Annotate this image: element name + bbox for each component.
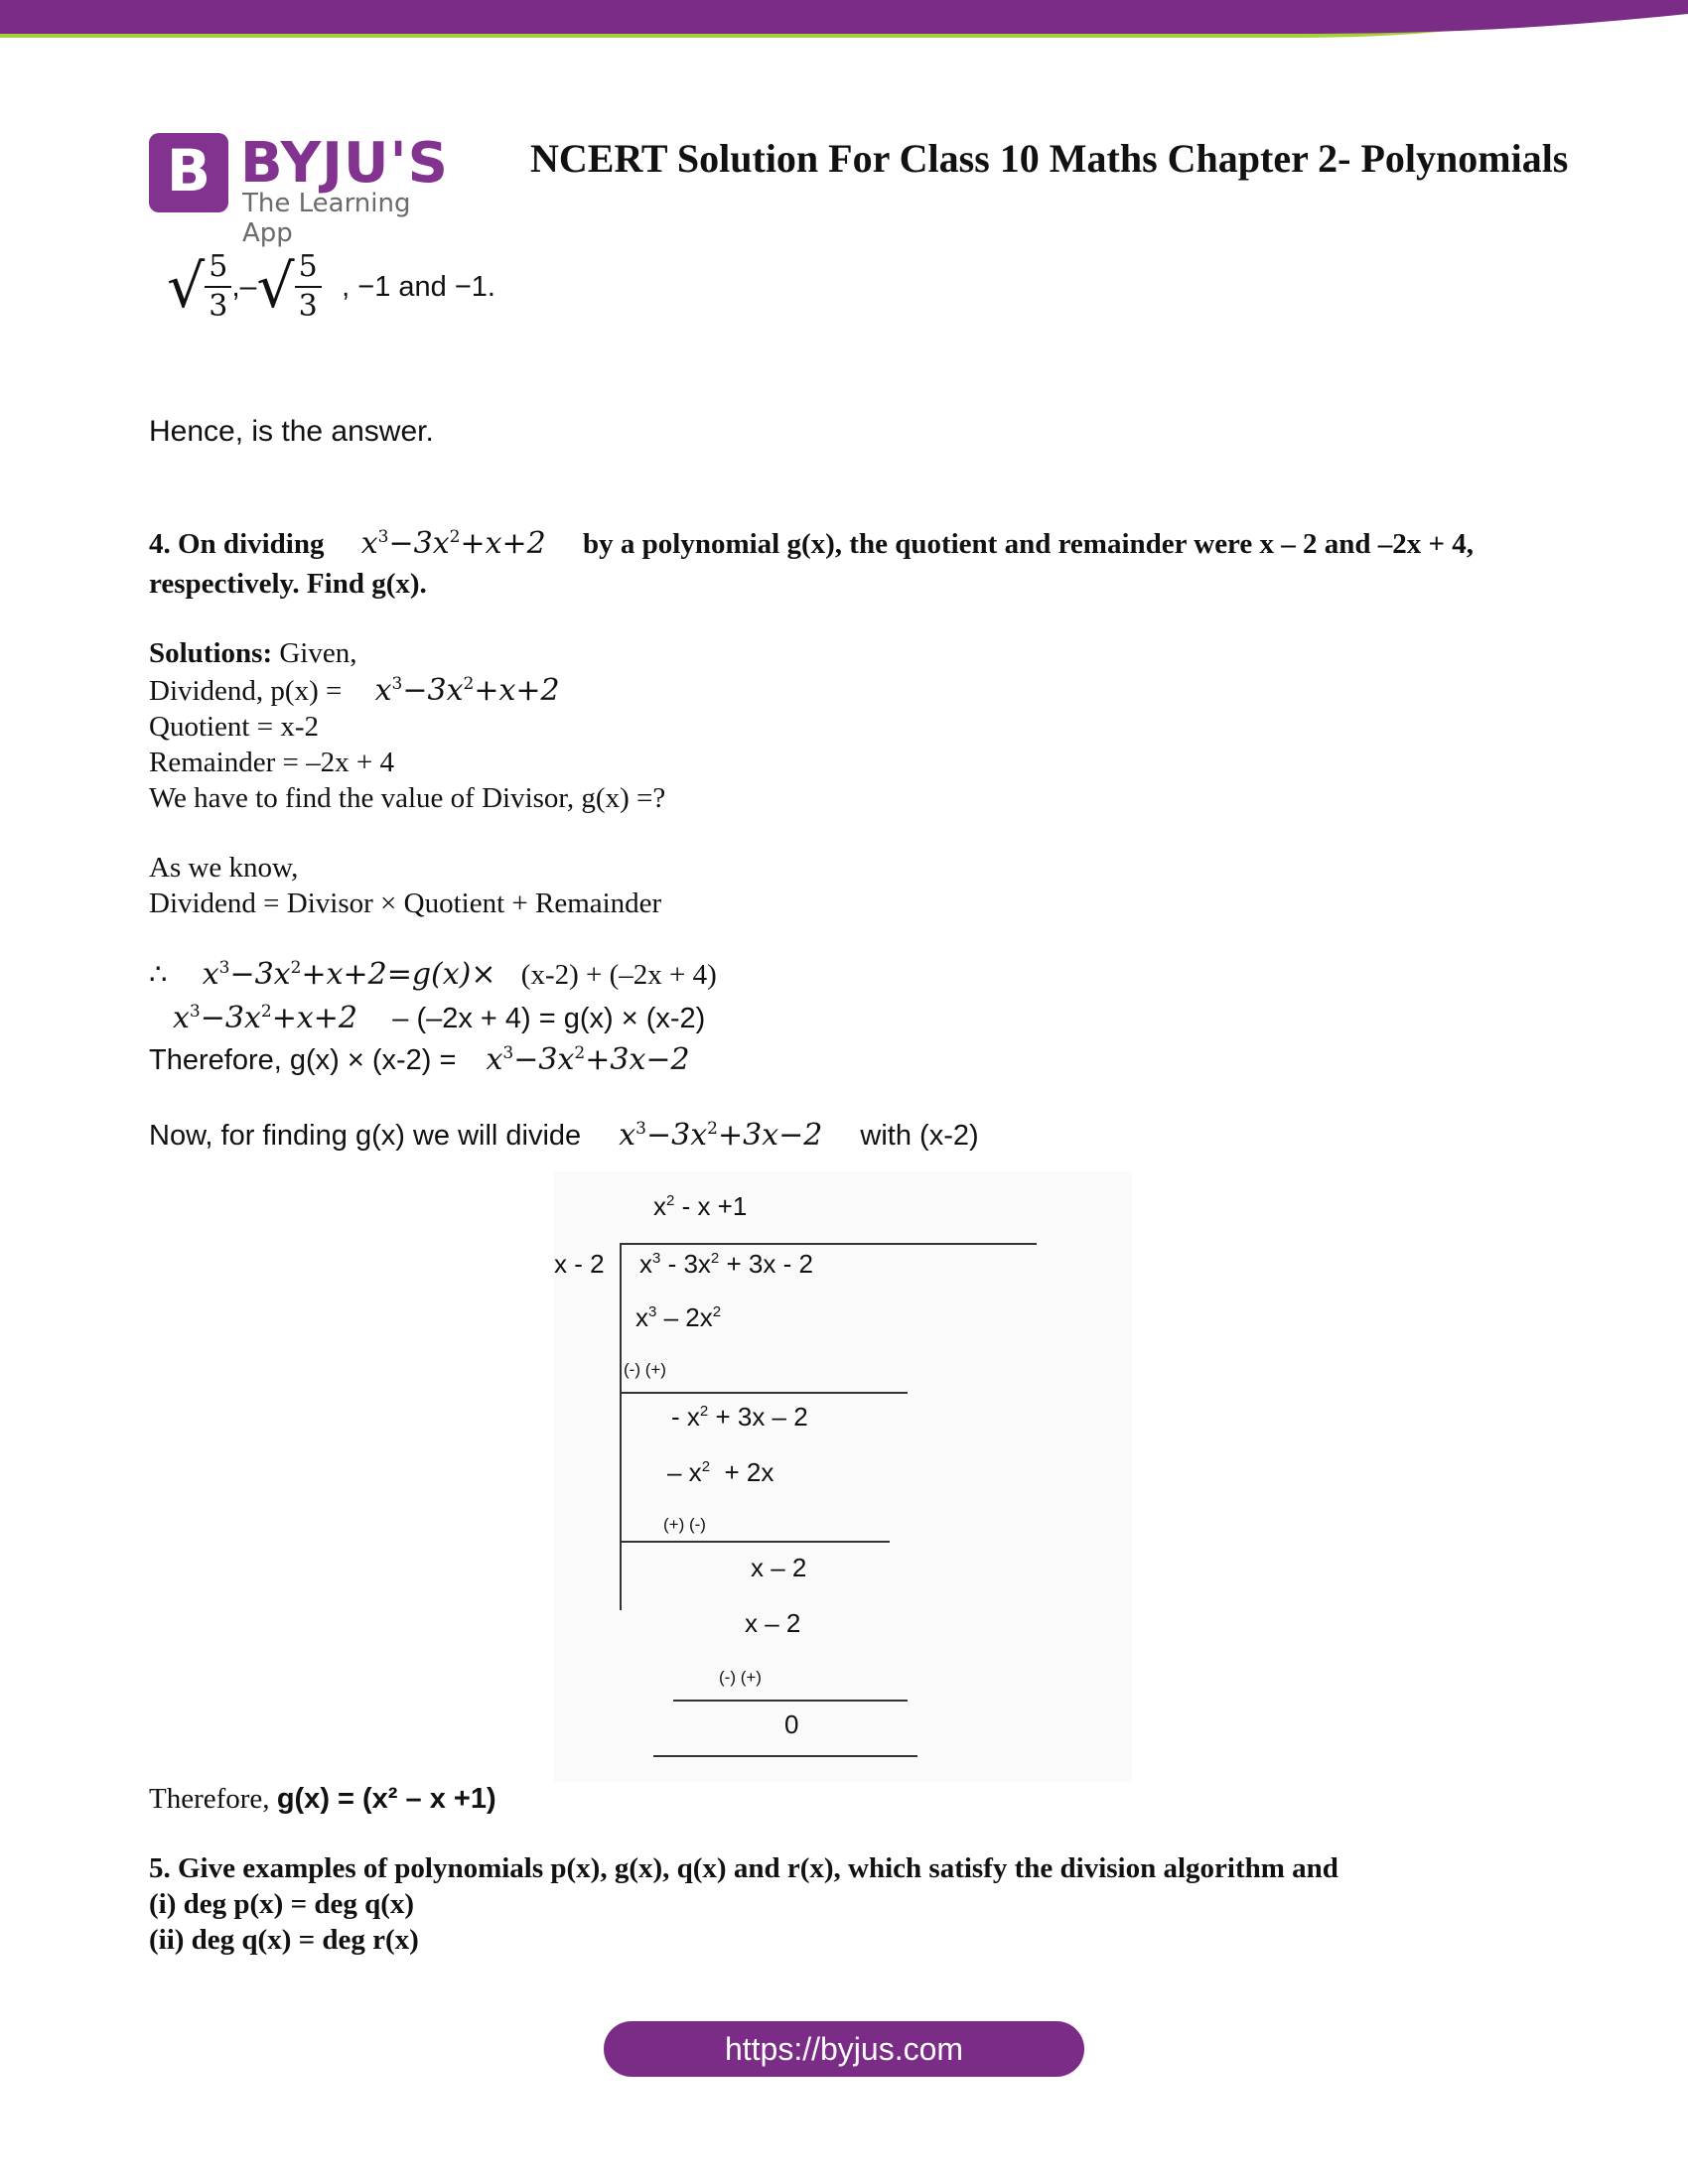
division-step-3: x – 2 (745, 1608, 801, 1638)
final-answer-line: Therefore, g(x) = (x² – x +1) (149, 1783, 496, 1815)
zeros-expression: √ $\frac{5}{3}$ ,–√ $\frac{5}{3}$ , −1 and −1. (167, 249, 495, 324)
byjus-logo (149, 131, 457, 248)
division-remainder-1: - $x^2 + 3x - 2$ (671, 1402, 808, 1432)
final-answer: g(x) = (x² – x +1) (276, 1783, 496, 1815)
dividend-expression: $x^3-3x^2+x+2$ (374, 673, 560, 708)
division-remainder-2: x – 2 (751, 1553, 807, 1582)
division-divisor: x - 2 (554, 1249, 605, 1279)
question-5-line2: (i) deg p(x) = deg q(x) (149, 1888, 415, 1920)
logo-icon: B (149, 133, 228, 212)
division-dividend: $x^3 - 3x^2 + 3x - 2$ (639, 1249, 813, 1279)
division-bracket (620, 1243, 622, 1610)
as-we-know: As we know, (149, 852, 299, 884)
footer-url-link[interactable] (604, 2021, 1084, 2077)
division-rule-1 (620, 1392, 908, 1394)
fraction: $\frac{5}{3}$ (295, 248, 322, 326)
division-top-bar (620, 1243, 1037, 1245)
division-signs-3: (-) (+) (719, 1668, 762, 1687)
top-banner (0, 0, 1688, 62)
hence-line: Hence, is the answer. (149, 415, 434, 448)
division-relation: Dividend = Divisor × Quotient + Remainder (149, 887, 662, 919)
division-signs-1: (-) (+) (624, 1360, 666, 1379)
zeros-rest: , −1 and −1. (342, 270, 495, 303)
solution-heading: Solutions: Given, (149, 637, 357, 669)
dividend-line: Dividend, $p(x) = x^3-3x^2+x+2$ (149, 673, 560, 708)
footer-url: https://byjus.com (724, 2031, 964, 2067)
division-step-2: – $x^2 + 2x$ (667, 1457, 774, 1487)
divide-instruction: Now, for finding g(x) we will divide $x^3-3x^2+3x-2$ with (x-2) (149, 1118, 979, 1153)
equation-1: ∴ $x^3-3x^2+x+2=g(x)\times (x-2) + (-2x + 4)$ (149, 957, 717, 992)
division-rule-3 (673, 1700, 908, 1702)
question-4-line2: respectively. Find g(x). (149, 568, 427, 600)
question-5-line1: 5. Give examples of polynomials p(x), g(x), q(x) and r(x), which satisfy the division algorithm and (149, 1852, 1338, 1884)
logo-tagline: The Learning App (242, 189, 411, 248)
equation-2: $x^3-3x^2+x+2 - (-2x + 4) = g(x) \times (x-2)$ (173, 1001, 706, 1035)
division-signs-2: (+) (-) (663, 1515, 706, 1534)
division-rule-2 (620, 1541, 890, 1543)
logo-brand: BYJU'S (240, 131, 449, 196)
dividend-expression: $x^3-3x^2+x+2$ (360, 526, 546, 561)
root-sign: √ (256, 252, 295, 322)
question-4-line1 (149, 526, 1474, 561)
equation-3: Therefore, $g(x) \times (x-2) = x^3-3x^2+3x-2$ (149, 1042, 690, 1077)
root-sign: √ (167, 252, 206, 322)
fraction: $\frac{5}{3}$ (205, 248, 231, 326)
q4-label: 4. On dividing (149, 528, 325, 560)
quotient-line: Quotient = x-2 (149, 711, 319, 743)
division-step-1: $x^3 - 2x^2$ (635, 1302, 722, 1332)
q4-mid: by a polynomial g(x), the quotient and remainder were x – 2 and –2x + 4, (583, 528, 1475, 560)
long-division-figure (554, 1171, 1132, 1782)
division-quotient: $x^2 - x +1$ (653, 1191, 748, 1221)
question-5-line3: (ii) deg q(x) = deg r(x) (149, 1924, 419, 1956)
find-line: We have to find the value of Divisor, g(x) =? (149, 782, 666, 814)
page-title: NCERT Solution For Class 10 Maths Chapter 2- Polynomials (530, 136, 1569, 181)
division-rule-4 (653, 1755, 917, 1757)
remainder-line: Remainder = –2x + 4 (149, 747, 394, 778)
division-final-remainder: 0 (784, 1709, 799, 1739)
